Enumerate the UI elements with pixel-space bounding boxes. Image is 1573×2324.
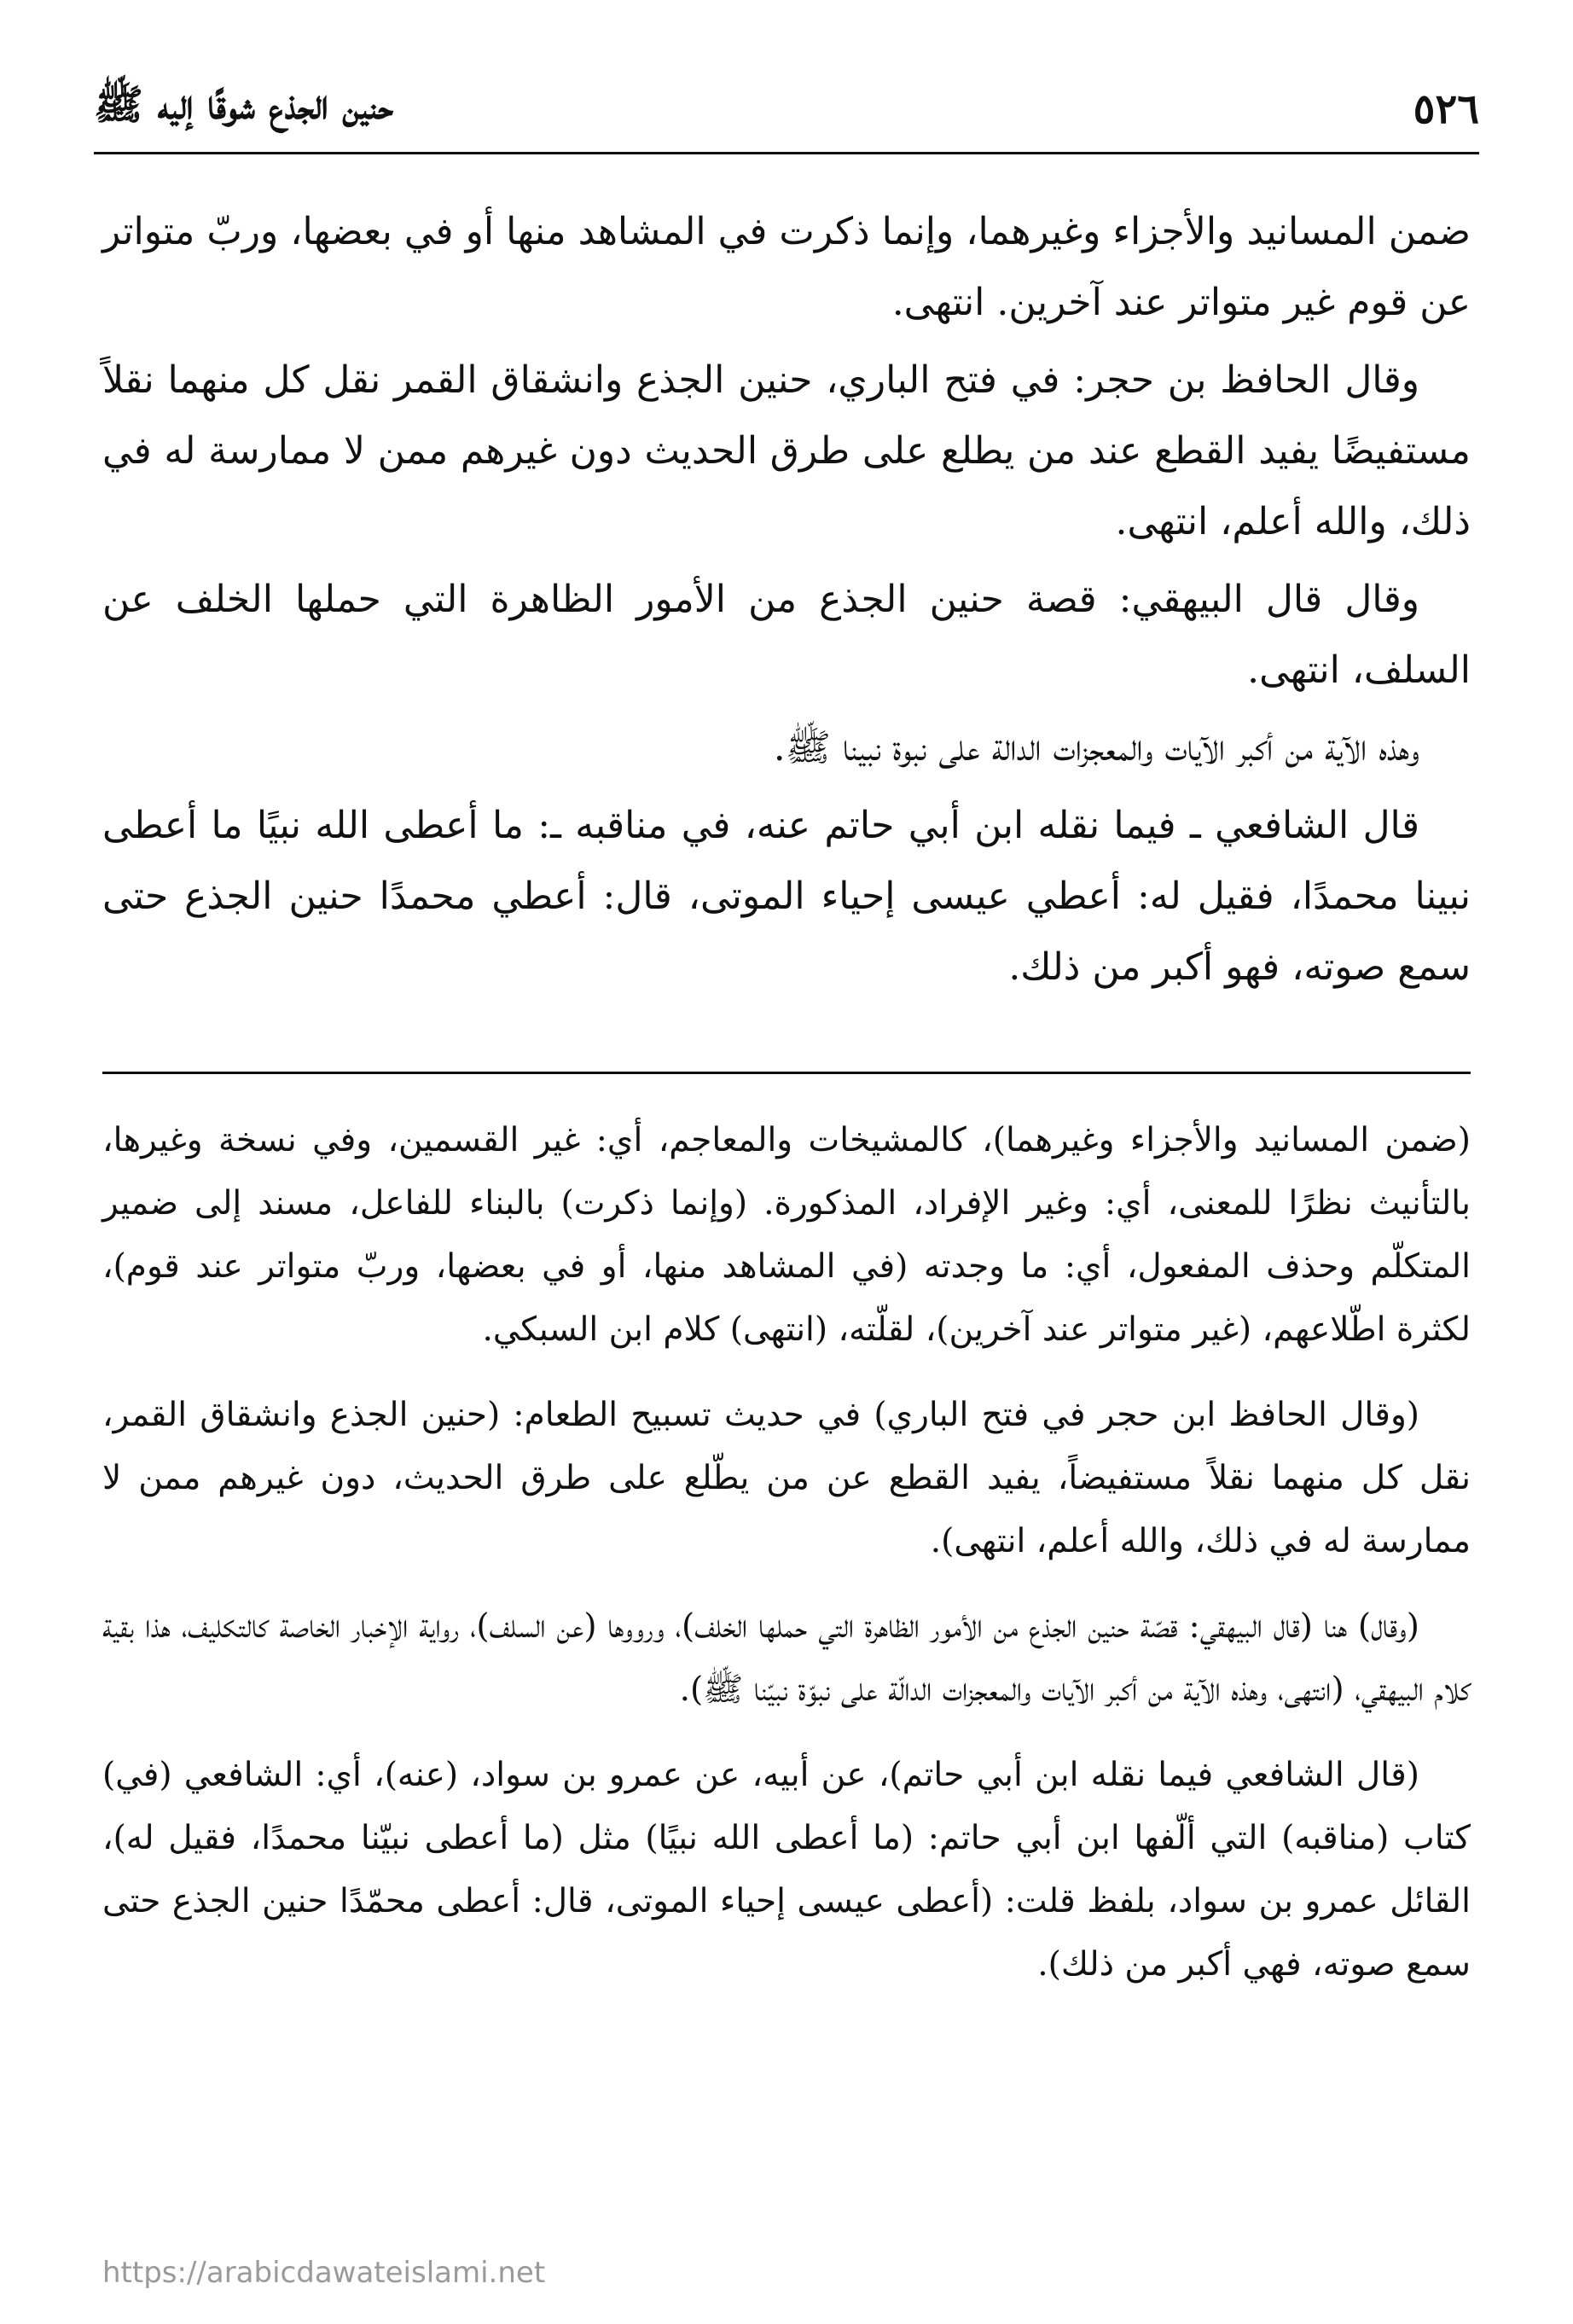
commentary-paragraph: (وقال الحافظ ابن حجر في فتح الباري) في حديث تسبيح الطعام: (حنين الجذع وانشقاق القمر، نقل كل منهما نقلاً مستفيضاً، يفيد القطع عن من يطّلع على طرق الحديث، دون غيرهم ممن لا ممارسة له في ذلك، والله أعلم، انتهى). [102, 1396, 1471, 1560]
main-paragraph: قال الشافعي ـ فيما نقله ابن أبي حاتم عنه، في مناقبه ـ: ما أعطى الله نبيًا ما أعطى نبينا محمدًا، فقيل له: أعطي عيسى إحياء الموتى، قال: أعطي محمدًا حنين الجذع حتى سمع صوته، فهو أكبر من ذلك. [102, 804, 1471, 989]
commentary-text [102, 1109, 1471, 2019]
page-number: ٥٢٦ [1413, 85, 1479, 133]
page-header [94, 67, 1479, 154]
running-title: حنين الجذع شوقًا إليه ﷺ [94, 80, 394, 129]
watermark-url: https://arabicdawateislami.net [102, 2256, 546, 2290]
main-paragraph: وقال قال البيهقي: قصة حنين الجذع من الأمور الظاهرة التي حملها الخلف عن السلف، انتهى. [102, 578, 1471, 692]
commentary-paragraph: (وقال) هنا (قال البيهقي: قصّة حنين الجذع من الأمور الظاهرة التي حملها الخلف)، ورووها (عن السلف)، رواية الإخبار الخاصة كالتكليف، هذا بقية كلام البيهقي، (انتهى، وهذه الآية من أكبر الآيات والمعجزات الدالّة على نبوّة نبيّنا ﷺ). [102, 1607, 1471, 1709]
section-divider [102, 1072, 1471, 1074]
commentary-paragraph: (قال الشافعي فيما نقله ابن أبي حاتم)، عن أبيه، عن عمرو بن سواد، (عنه)، أي: الشافعي (في) كتاب (مناقبه) التي ألّفها ابن أبي حاتم: (ما أعطى الله نبيًا) مثل (ما أعطى نبيّنا محمدًا، فقيل له)، القائل عمرو بن سواد، بلفظ قلت: (أعطى عيسى إحياء الموتى، قال: أعطى محمّدًا حنين الجذع حتى سمع صوته، فهي أكبر من ذلك). [102, 1756, 1471, 1984]
main-paragraph: ضمن المسانيد والأجزاء وغيرهما، وإنما ذكرت في المشاهد منها أو في بعضها، وربّ متواتر عن قوم غير متواتر عند آخرين. انتهى. [102, 210, 1471, 324]
main-text [102, 196, 1471, 1009]
main-paragraph: وقال الحافظ بن حجر: في فتح الباري، حنين الجذع وانشقاق القمر نقل كل منهما نقلاً مستفيضًا يفيد القطع عند من يطلع على طرق الحديث دون غيرهم ممن لا ممارسة له في ذلك، والله أعلم، انتهى. [102, 358, 1471, 543]
commentary-paragraph: (ضمن المسانيد والأجزاء وغيرهما)، كالمشيخات والمعاجم، أي: غير القسمين، وفي نسخة وغيرها، بالتأنيث نظرًا للمعنى، أي: وغير الإفراد، المذكورة. (وإنما ذكرت) بالبناء للفاعل، مسند إلى ضمير المتكلّم وحذف المفعول، أي: ما وجدته (في المشاهد منها، أو في بعضها، وربّ متواتر عند قوم)، لكثرة اطّلاعهم، (غير متواتر عند آخرين)، لقلّته، (انتهى) كلام ابن السبكي. [102, 1121, 1471, 1349]
main-paragraph: وهذه الآية من أكبر الآيات والمعجزات الدالة على نبوة نبينا ﷺ. [773, 726, 1419, 770]
